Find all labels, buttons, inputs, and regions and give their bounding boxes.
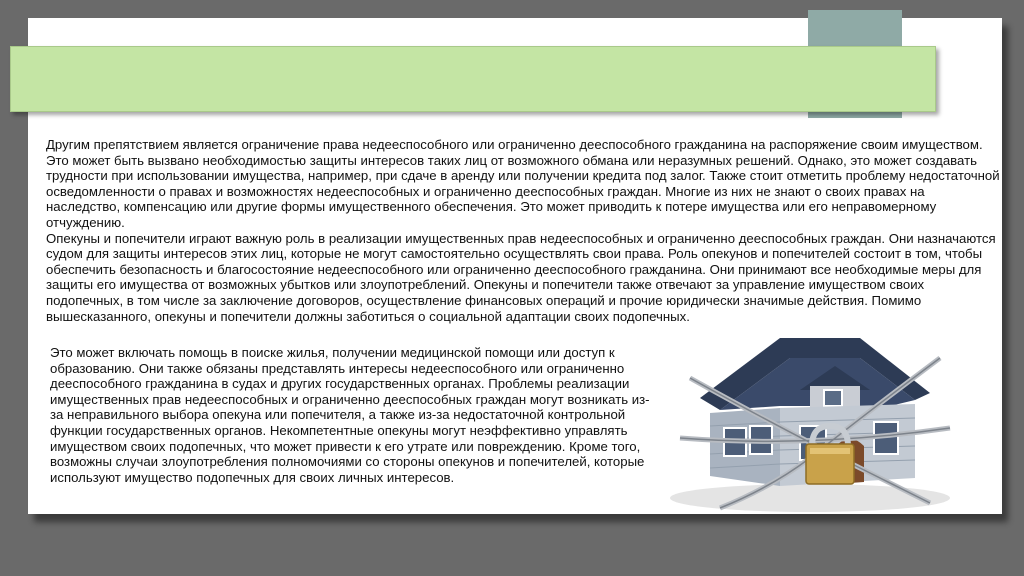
lower-text [50,345,650,485]
main-text [46,137,1002,324]
paragraph-2: Опекуны и попечители играют важную роль в реализации имущественных прав недееспособных и ограниченно дееспособных граждан. Они назначаются судом для защиты интересов этих лиц, которые не могут самостоятельно осуществлять свои права. Роль опекунов и попечителей состоит в том, чтобы обеспечить безопасность и благосостояние недееспособного или ограниченно дееспособного гражданина. Они принимают все необходимые меры для защиты его имущества от возможных убытков или злоупотреблений. Опекуны и попечители также отвечают за управление имуществом своих подопечных, в том числе за заключение договоров, осуществление финансовых операций и прочие юридически значимые действия. Помимо вышесказанного, опекуны и попечители должны заботиться о социальной адаптации своих подопечных. [46,230,996,324]
paragraph-3: Это может включать помощь в поиске жилья, получении медицинской помощи или доступ к образованию. Они также обязаны представлять интересы недееспособного или ограниченно дееспособного гражданина в судах и других государственных органах. Проблемы реализации имущественных прав недееспособных и ограниченно дееспособных граждан могут возникать из-за неправильного выбора опекуна или попечителя, а также из-за недостаточной контрольной функции государственных органов. Некомпетентные опекуны могут неэффективно управлять имуществом своих подопечных, что может привести к его утрате или повреждению. Кроме того, возможны случаи злоупотребления полномочиями со стороны опекунов и попечителей, которые используют имущество подопечных для своих личных интересов. [50,345,650,485]
title-bar [10,46,936,112]
paragraph-1: Другим препятствием является ограничение права недееспособного или ограниченно дееспособного гражданина на распоряжение своим имуществом. Это может быть вызвано необходимостью защиты интересов таких лиц от возможного обмана или неразумных решений. Однако, это может создавать трудности при использовании имущества, например, при сдаче в аренду или получении кредита под залог. Также стоит отметить проблему недостаточной осведомленности о правах и возможностях недееспособных и ограниченно дееспособных граждан. Многие из них не знают о своих правах на наследство, компенсацию или другие формы имущественного обеспечения. Это может приводить к потере имущества или его неправомерному отчуждению. [46,137,1000,230]
chained-house-padlock-icon [660,318,960,514]
